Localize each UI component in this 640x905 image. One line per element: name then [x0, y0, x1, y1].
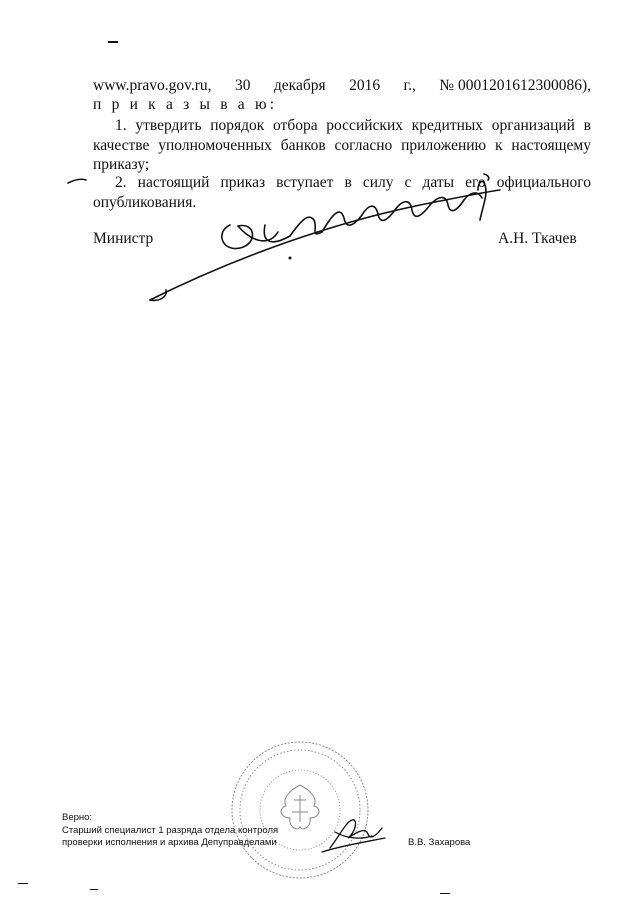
publication-number: № 0001201612300086), — [439, 77, 591, 94]
stray-mark — [440, 893, 450, 894]
order-item-2: 2. настоящий приказ вступает в силу с даты его официального опубликования. — [93, 174, 591, 211]
stray-mark — [108, 41, 118, 43]
year-suffix: г., — [403, 77, 416, 94]
publication-month: декабря — [273, 77, 326, 94]
stray-mark — [90, 889, 98, 890]
order-item-1: 1. утвердить порядок отбора российских кредитных организаций в качестве уполномоченных банков согласно приложению к настоящему приказу; — [93, 117, 591, 173]
certifier-position-line-2: проверки исполнения и архива Депуправделами — [62, 837, 277, 848]
official-seal — [232, 742, 368, 878]
certifier-position-line-1: Старший специалист 1 разряда отдела контроля — [62, 825, 279, 836]
signer-name: А.Н. Ткачев — [498, 230, 577, 247]
order-keyword: п р и к а з ы в а ю: — [93, 96, 278, 113]
certifier-name: В.В. Захарова — [408, 837, 471, 848]
source-reference-line — [93, 77, 591, 95]
stray-mark — [18, 883, 28, 884]
certification-verno: Верно: — [62, 812, 93, 823]
signature-dot — [289, 257, 292, 260]
publication-year: 2016 — [349, 77, 381, 94]
pravo-site: www.pravo.gov.ru, — [93, 77, 212, 94]
certifier-signature — [322, 820, 385, 852]
signer-position: Министр — [93, 230, 154, 247]
publication-day: 30 — [234, 77, 251, 94]
